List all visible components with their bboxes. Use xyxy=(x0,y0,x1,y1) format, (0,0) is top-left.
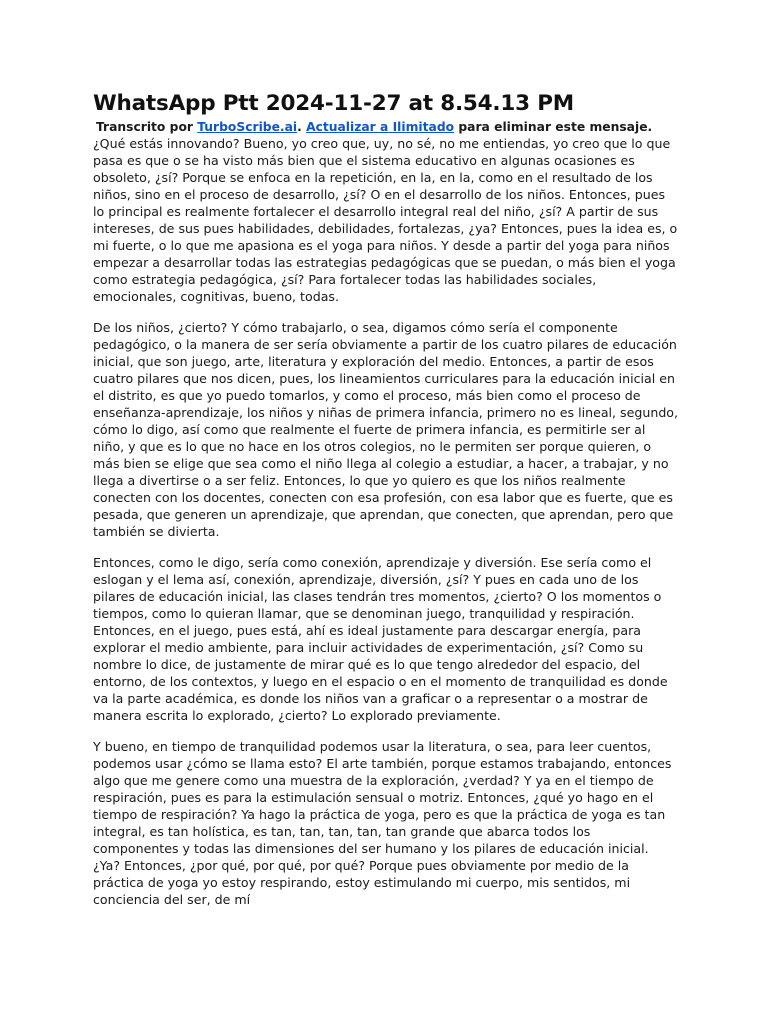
turboscribe-link[interactable]: TurboScribe.ai xyxy=(197,120,298,134)
transcript-paragraph: Y bueno, en tiempo de tranquilidad podemos usar la literatura, o sea, para leer cuentos, podemos usar ¿cómo se llama esto? El arte también, porque estamos trabajando, entonces algo que me genere como una muestra de la exploración, ¿verdad? Y ya en el tiempo de respiración, pues es para la estimulación sensual o motriz. Entonces, ¿qué yo hago en el tiempo de respiración? Ya hago la práctica de yoga, pero es que la práctica de yoga es tan integral, es tan holística, es tan, tan, tan, tan, tan grande que abarca todos los componentes y todas las dimensiones del ser humano y los pilares de educación inicial. ¿Ya? Entonces, ¿por qué, por qué, por qué? Porque pues obviamente por medio de la práctica de yoga yo estoy respirando, estoy estimulando mi cuerpo, mis sentidos, mi conciencia del ser, de mí xyxy=(93,739,672,907)
transcript-paragraph: Entonces, como le digo, sería como conexión, aprendizaje y diversión. Ese sería como el eslogan y el lema así, conexión, aprendizaje, diversión, ¿sí? Y pues en cada uno de los pilares de educación inicial, las clases tendrán tres momentos, ¿cierto? O los momentos o tiempos, como lo quieran llamar, que se denominan juego, tranquilidad y respiración. Entonces, en el juego, pues está, ahí es ideal justamente para descargar energía, para explorar el medio ambiente, para incluir actividades de experimentación, ¿sí? Como su nombre lo dice, de justamente de mirar qué es lo que tengo alrededor del espacio, del entorno, de los contextos, y luego en el espacio o en el momento de tranquilidad es donde va la parte académica, es donde los niños van a graficar o a representar o a mostrar de manera escrita lo explorado, ¿cierto? Lo explorado previamente. xyxy=(93,555,668,723)
transcription-notice xyxy=(96,119,679,135)
transcript-paragraph: De los niños, ¿cierto? Y cómo trabajarlo, o sea, digamos cómo sería el componente pedagógico, o la manera de ser sería obviamente a partir de los cuatro pilares de educación inicial, que son juego, arte, literatura y exploración del medio. Entonces, a partir de esos cuatro pilares que nos dicen, pues, los lineamientos curriculares para la educación inicial en el distrito, es que yo puedo tomarlos, y como el proceso, más bien como el proceso de enseñanza-aprendizaje, los niños y niñas de primera infancia, primero no es lineal, segundo, cómo lo digo, así como que realmente el fuerte de primera infancia, es permitirle ser al niño, y que es lo que no hace en los otros colegios, no le permiten ser porque quieren, o más bien se elige que sea como el niño llega al colegio a estudiar, a hacer, a trabajar, y no llega a divertirse o a ser feliz. Entonces, lo que yo quiero es que los niños realmente conecten con los docentes, conecten con esa profesión, con esa labor que es fuerte, que es pesada, que generen un aprendizaje, que aprendan, que conecten, que aprendan, pero que también se divierta. xyxy=(93,320,679,539)
notice-prefix: Transcrito por xyxy=(96,120,198,134)
document-title: WhatsApp Ptt 2024-11-27 at 8.54.13 PM xyxy=(93,91,574,116)
upgrade-unlimited-link[interactable]: Actualizar a Ilimitado xyxy=(306,120,455,134)
transcript-paragraph: ¿Qué estás innovando? Bueno, yo creo que, uy, no sé, no me entiendas, yo creo que lo que pasa es que o se ha visto más bien que el sistema educativo en algunas ocasiones es obsoleto, ¿sí? Porque se enfoca en la repetición, en la, en la, como en el resultado de los niños, sino en el proceso de desarrollo, ¿sí? O en el desarrollo de los niños. Entonces, pues lo principal es realmente fortalecer el desarrollo integral real del niño, ¿sí? A partir de sus intereses, de sus pues habilidades, debilidades, fortalezas, ¿ya? Entonces, pues la idea es, o mi fuerte, o lo que me apasiona es el yoga para niños. Y desde a partir del yoga para niños empezar a desarrollar todas las estrategias pedagógicas que se puedan, o más bien el yoga como estrategia pedagógica, ¿sí? Para fortalecer todas las habilidades sociales, emocionales, cognitivas, bueno, todas. xyxy=(93,136,678,304)
document-page xyxy=(93,90,679,922)
notice-suffix: para eliminar este mensaje. xyxy=(454,120,653,134)
notice-separator: . xyxy=(297,120,307,134)
